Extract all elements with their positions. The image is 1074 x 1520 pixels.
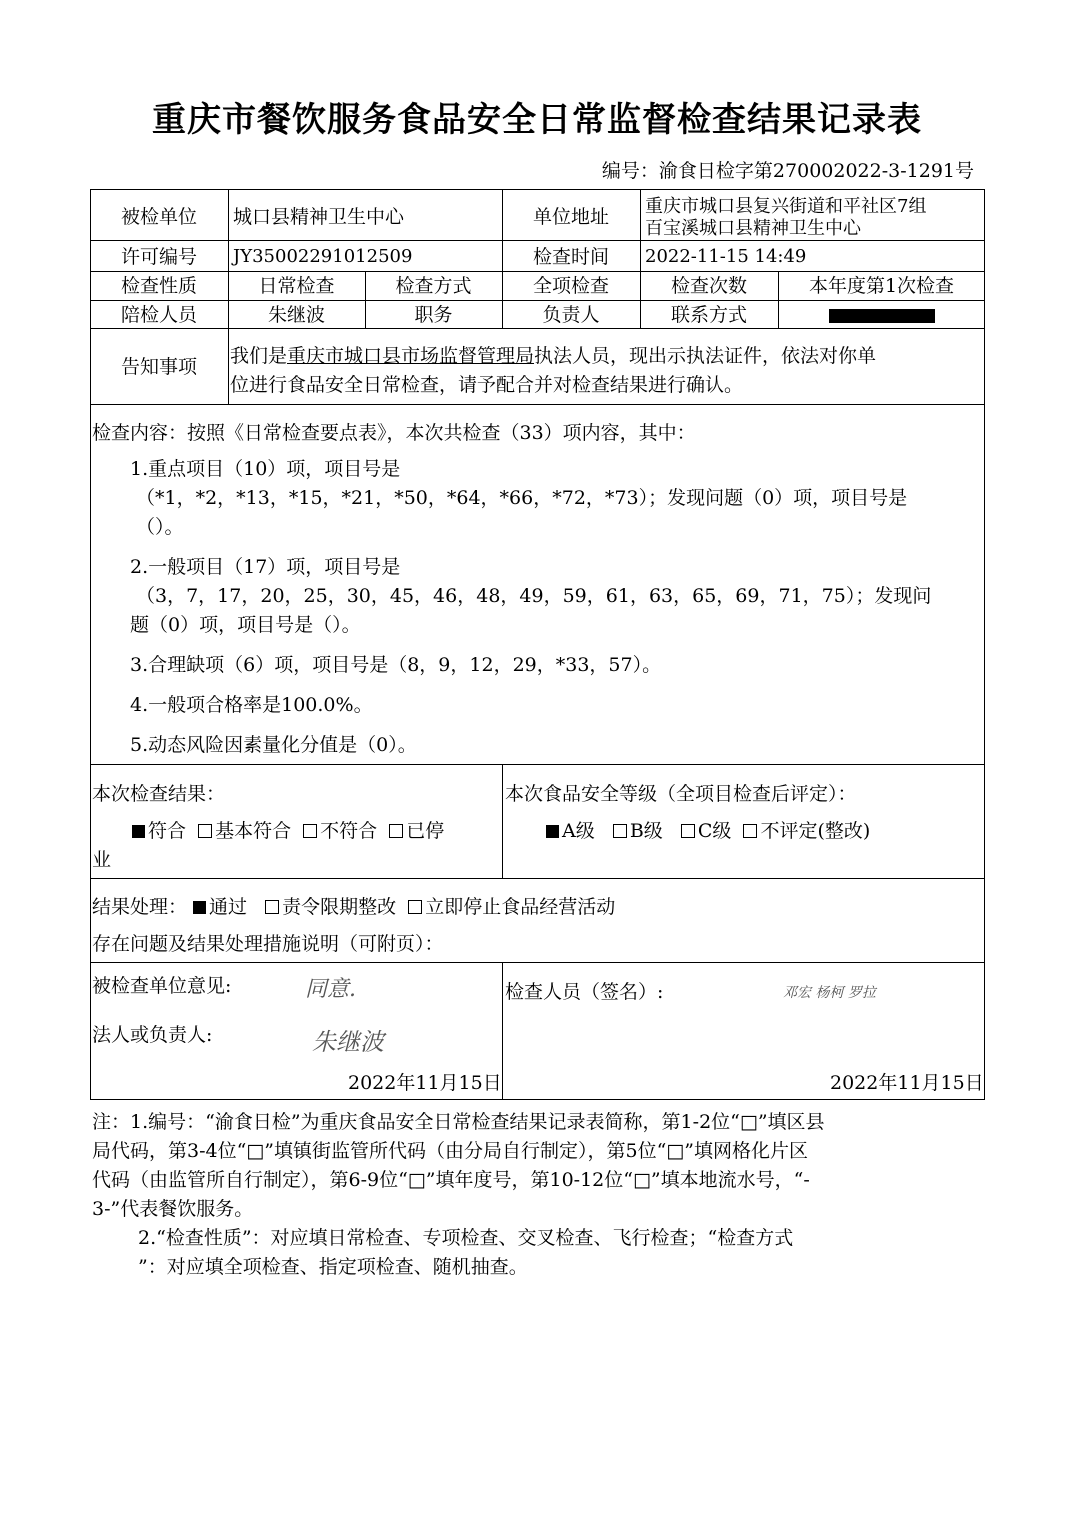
- inspected-unit-label: 被检单位: [120, 206, 197, 228]
- position-value: 负责人: [542, 304, 600, 326]
- nature-value: 日常检查: [258, 275, 335, 297]
- note2-line2: ”：对应填全项检查、指定项检查、随机抽查。: [138, 1256, 528, 1278]
- position-label: 职务: [414, 304, 453, 326]
- note2-line1: 2.“检查性质”：对应填日常检查、专项检查、交叉检查、飞行检查；“检查方式: [138, 1227, 794, 1249]
- checkbox-icon: [613, 824, 627, 838]
- risk-score: 5.动态风险因素量化分值是（0）。: [130, 734, 417, 756]
- count-label: 检查次数: [670, 275, 747, 297]
- notice-line2: 位进行食品安全日常检查，请予配合并对检查结果进行确认。: [230, 374, 744, 396]
- license-label: 许可编号: [120, 246, 197, 268]
- checkbox-icon: [265, 900, 279, 914]
- grade-label: 本次食品安全等级（全项目检查后评定）：: [505, 783, 857, 805]
- checked-box-icon: [193, 901, 206, 914]
- content-intro: 检查内容：按照《日常检查要点表》，本次共检查（33）项内容，其中：: [92, 422, 696, 444]
- method-label: 检查方式: [395, 275, 472, 297]
- method-value: 全项检查: [532, 275, 609, 297]
- left-date: 2022年11月15日: [348, 1072, 502, 1094]
- address-line1: 重庆市城口县复兴街道和平社区7组: [645, 196, 927, 217]
- checkbox-icon: [303, 824, 317, 838]
- result-options: 符合 基本符合 不符合 已停: [126, 817, 444, 846]
- handling-row: 结果处理： 通过 责令限期整改 立即停止食品经营活动: [92, 896, 616, 918]
- time-value: 2022-11-15 14:49: [645, 246, 807, 267]
- checkbox-icon: [743, 824, 757, 838]
- result-option4-wrap: 业: [92, 849, 112, 871]
- nature-label: 检查性质: [120, 275, 197, 297]
- pass-rate: 4.一般项合格率是100.0%。: [130, 694, 373, 716]
- redacted-contact: [829, 309, 935, 323]
- note1-line4: 3-”代表餐饮服务。: [92, 1198, 254, 1220]
- accompany-value: 朱继波: [267, 304, 325, 326]
- inspector-label: 检查人员（签名）:: [505, 981, 664, 1003]
- result-label: 本次检查结果：: [92, 783, 226, 805]
- document-number: 编号：渝食日检字第270002022-3-1291号: [601, 160, 974, 182]
- inspector-signature: 邓宏 杨柯 罗拉: [783, 985, 876, 1001]
- unit-opinion-signature: 同意.: [305, 977, 356, 1002]
- key-items-line2: （*1，*2，*13，*15，*21，*50，*64，*66，*72，*73）；发现问题（0）项，项目号是: [136, 487, 908, 509]
- unit-opinion-label: 被检查单位意见:: [92, 975, 232, 997]
- legal-person-signature: 朱继波: [312, 1028, 384, 1056]
- note1-line1: 注：1.编号：“渝食日检”为重庆食品安全日常检查结果记录表简称，第1-2位“□”填区县: [92, 1111, 825, 1133]
- general-items-line1: 2.一般项目（17）项，项目号是: [130, 556, 401, 578]
- general-items-line2: （3，7，17，20，25，30，45，46，48，49，59，61，63，65，69，71，75）；发现问: [136, 585, 932, 607]
- legal-person-label: 法人或负责人:: [92, 1024, 213, 1046]
- notice-label: 告知事项: [120, 356, 197, 378]
- note1-line2: 局代码，第3-4位“□”填镇街监管所代码（由分局自行制定），第5位“□”填网格化片区: [92, 1140, 808, 1162]
- key-items-line1: 1.重点项目（10）项，项目号是: [130, 458, 401, 480]
- agency-name: 重庆市城口县市场监督管理局: [287, 345, 535, 367]
- time-label: 检查时间: [532, 246, 609, 268]
- checked-box-icon: [132, 825, 145, 838]
- contact-label: 联系方式: [670, 304, 747, 326]
- checkbox-icon: [198, 824, 212, 838]
- inspected-unit-value: 城口县精神卫生中心: [233, 206, 405, 228]
- license-value: JY35002291012509: [233, 246, 413, 267]
- accompany-label: 陪检人员: [120, 304, 197, 326]
- checkbox-icon: [408, 900, 422, 914]
- count-value: 本年度第1次检查: [808, 275, 955, 297]
- checkbox-icon: [681, 824, 695, 838]
- checkbox-icon: [389, 824, 403, 838]
- checked-box-icon: [546, 825, 559, 838]
- page-title: 重庆市餐饮服务食品安全日常监督检查结果记录表: [152, 100, 922, 140]
- address-line2: 百宝溪城口县精神卫生中心: [645, 218, 861, 239]
- key-items-line3: （）。: [136, 516, 184, 538]
- notice-line1: 我们是重庆市城口县市场监督管理局执法人员，现出示执法证件，依法对你单: [230, 345, 877, 367]
- right-date: 2022年11月15日: [830, 1072, 984, 1094]
- note1-line3: 代码（由监管所自行制定），第6-9位“□”填年度号，第10-12位“□”填本地流水号，“-: [92, 1169, 810, 1191]
- grade-options: A级 B级 C级 不评定(整改): [540, 817, 870, 846]
- issues-label: 存在问题及结果处理措施说明（可附页）：: [92, 933, 444, 955]
- general-items-line3: 题（0）项，项目号是（）。: [130, 614, 361, 636]
- address-label: 单位地址: [532, 206, 609, 228]
- reasonable-missing-items: 3.合理缺项（6）项，项目号是（8，9，12，29，*33，57）。: [130, 654, 662, 676]
